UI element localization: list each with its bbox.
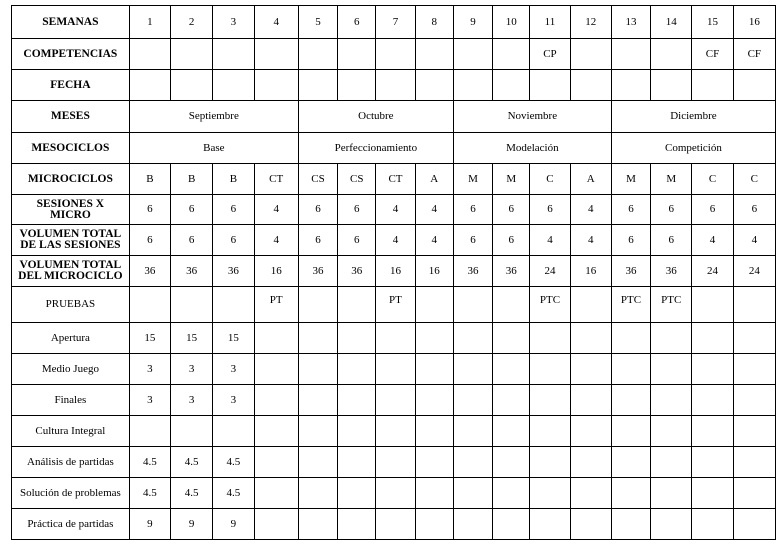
microciclo-cell: M bbox=[453, 164, 492, 195]
competencia-cell bbox=[213, 39, 254, 70]
microciclo-cell: CS bbox=[338, 164, 376, 195]
fecha-label: FECHA bbox=[12, 70, 130, 101]
content-value-cell bbox=[338, 354, 376, 385]
content-row bbox=[12, 354, 776, 385]
competencia-cell bbox=[453, 39, 492, 70]
sesiones-cell: 6 bbox=[651, 195, 692, 225]
week-number-cell: 16 bbox=[733, 6, 775, 39]
content-value-cell bbox=[254, 416, 298, 447]
content-value-cell bbox=[651, 385, 692, 416]
content-value-cell bbox=[338, 447, 376, 478]
sesiones-cell: 6 bbox=[733, 195, 775, 225]
content-value-cell bbox=[570, 509, 611, 540]
content-row-label: Solución de problemas bbox=[12, 478, 130, 509]
content-row bbox=[12, 478, 776, 509]
prueba-cell bbox=[171, 287, 213, 323]
content-value-cell bbox=[651, 478, 692, 509]
content-value-cell bbox=[171, 416, 213, 447]
content-value-cell bbox=[530, 385, 570, 416]
content-value-cell bbox=[453, 509, 492, 540]
content-value-cell bbox=[453, 447, 492, 478]
microciclo-cell: C bbox=[733, 164, 775, 195]
content-row bbox=[12, 323, 776, 354]
volumen-micro-cell: 36 bbox=[298, 256, 337, 287]
volumen-sesiones-cell: 6 bbox=[298, 225, 337, 256]
competencia-cell bbox=[611, 39, 650, 70]
volumen-micro-cell: 36 bbox=[213, 256, 254, 287]
competencia-cell bbox=[570, 39, 611, 70]
sesiones-label bbox=[12, 195, 130, 225]
content-value-cell bbox=[376, 478, 415, 509]
content-value-cell: 4.5 bbox=[129, 447, 170, 478]
week-number-cell: 6 bbox=[338, 6, 376, 39]
volumen-micro-cell: 36 bbox=[493, 256, 530, 287]
row-sesiones bbox=[12, 195, 776, 225]
volumen-sesiones-cell: 4 bbox=[530, 225, 570, 256]
week-number-cell: 11 bbox=[530, 6, 570, 39]
content-value-cell bbox=[692, 385, 733, 416]
microciclo-cell: M bbox=[611, 164, 650, 195]
prueba-cell bbox=[733, 287, 775, 323]
volumen-sesiones-label bbox=[12, 225, 130, 256]
row-fecha bbox=[12, 70, 776, 101]
sesiones-cell: 6 bbox=[530, 195, 570, 225]
row-pruebas bbox=[12, 287, 776, 323]
content-value-cell bbox=[298, 354, 337, 385]
fecha-cell bbox=[453, 70, 492, 101]
month-group: Septiembre bbox=[129, 101, 298, 133]
content-value-cell: 3 bbox=[213, 385, 254, 416]
content-value-cell bbox=[493, 354, 530, 385]
competencia-cell: CP bbox=[530, 39, 570, 70]
content-value-cell bbox=[570, 416, 611, 447]
volumen-sesiones-label-line1: VOLUMEN TOTAL bbox=[19, 228, 122, 240]
content-value-cell bbox=[376, 385, 415, 416]
content-value-cell bbox=[530, 509, 570, 540]
content-value-cell bbox=[493, 323, 530, 354]
content-value-cell: 3 bbox=[129, 354, 170, 385]
content-value-cell bbox=[415, 416, 453, 447]
volumen-micro-cell: 36 bbox=[171, 256, 213, 287]
content-value-cell bbox=[415, 385, 453, 416]
week-number-cell: 3 bbox=[213, 6, 254, 39]
content-value-cell bbox=[692, 323, 733, 354]
month-group: Octubre bbox=[298, 101, 453, 133]
content-value-cell bbox=[453, 478, 492, 509]
competencia-cell bbox=[129, 39, 170, 70]
sesiones-cell: 6 bbox=[338, 195, 376, 225]
volumen-sesiones-cell: 4 bbox=[570, 225, 611, 256]
volumen-sesiones-cell: 6 bbox=[611, 225, 650, 256]
competencia-cell bbox=[298, 39, 337, 70]
fecha-cell bbox=[692, 70, 733, 101]
content-value-cell bbox=[733, 416, 775, 447]
content-value-cell bbox=[493, 447, 530, 478]
content-value-cell bbox=[298, 509, 337, 540]
content-value-cell bbox=[298, 385, 337, 416]
content-value-cell: 9 bbox=[213, 509, 254, 540]
content-value-cell bbox=[692, 478, 733, 509]
content-value-cell bbox=[493, 416, 530, 447]
mesociclos-label: MESOCICLOS bbox=[12, 133, 130, 164]
fecha-cell bbox=[530, 70, 570, 101]
content-value-cell bbox=[611, 385, 650, 416]
content-value-cell bbox=[651, 416, 692, 447]
content-row-label: Medio Juego bbox=[12, 354, 130, 385]
content-value-cell bbox=[415, 478, 453, 509]
content-value-cell bbox=[338, 323, 376, 354]
prueba-cell bbox=[453, 287, 492, 323]
mesociclo-group: Competición bbox=[611, 133, 775, 164]
volumen-micro-cell: 24 bbox=[530, 256, 570, 287]
content-value-cell bbox=[376, 416, 415, 447]
content-row bbox=[12, 416, 776, 447]
volumen-sesiones-label-line2: DE LAS SESIONES bbox=[20, 239, 121, 251]
prueba-cell bbox=[129, 287, 170, 323]
content-row bbox=[12, 509, 776, 540]
volumen-micro-cell: 24 bbox=[692, 256, 733, 287]
content-value-cell bbox=[651, 447, 692, 478]
week-number-cell: 13 bbox=[611, 6, 650, 39]
content-value-cell bbox=[415, 323, 453, 354]
fecha-cell bbox=[651, 70, 692, 101]
microciclo-cell: A bbox=[570, 164, 611, 195]
content-value-cell bbox=[376, 509, 415, 540]
prueba-cell: PT bbox=[254, 287, 298, 323]
content-row-label: Cultura Integral bbox=[12, 416, 130, 447]
volumen-sesiones-cell: 4 bbox=[254, 225, 298, 256]
volumen-micro-cell: 36 bbox=[338, 256, 376, 287]
content-value-cell: 4.5 bbox=[129, 478, 170, 509]
volumen-micro-cell: 16 bbox=[415, 256, 453, 287]
content-value-cell bbox=[530, 354, 570, 385]
volumen-sesiones-cell: 4 bbox=[376, 225, 415, 256]
fecha-cell bbox=[415, 70, 453, 101]
content-value-cell: 9 bbox=[129, 509, 170, 540]
content-value-cell bbox=[611, 478, 650, 509]
content-value-cell bbox=[453, 323, 492, 354]
content-value-cell bbox=[254, 447, 298, 478]
competencia-cell bbox=[376, 39, 415, 70]
prueba-cell bbox=[415, 287, 453, 323]
content-row-label: Práctica de partidas bbox=[12, 509, 130, 540]
fecha-cell bbox=[171, 70, 213, 101]
content-value-cell: 3 bbox=[171, 385, 213, 416]
volumen-sesiones-cell: 4 bbox=[415, 225, 453, 256]
volumen-sesiones-cell: 6 bbox=[453, 225, 492, 256]
volumen-micro-label bbox=[12, 256, 130, 287]
week-number-cell: 5 bbox=[298, 6, 337, 39]
row-meses bbox=[12, 101, 776, 133]
prueba-cell bbox=[493, 287, 530, 323]
content-value-cell bbox=[692, 509, 733, 540]
microciclo-cell: A bbox=[415, 164, 453, 195]
content-value-cell bbox=[254, 385, 298, 416]
content-value-cell bbox=[376, 323, 415, 354]
competencias-label: COMPETENCIAS bbox=[12, 39, 130, 70]
week-number-cell: 2 bbox=[171, 6, 213, 39]
fecha-cell bbox=[338, 70, 376, 101]
content-value-cell bbox=[692, 416, 733, 447]
volumen-sesiones-cell: 6 bbox=[338, 225, 376, 256]
sesiones-cell: 4 bbox=[254, 195, 298, 225]
content-value-cell bbox=[651, 354, 692, 385]
fecha-cell bbox=[376, 70, 415, 101]
content-row-label: Finales bbox=[12, 385, 130, 416]
content-value-cell bbox=[733, 385, 775, 416]
content-value-cell: 3 bbox=[129, 385, 170, 416]
meses-label: MESES bbox=[12, 101, 130, 133]
content-value-cell bbox=[493, 385, 530, 416]
content-value-cell: 9 bbox=[171, 509, 213, 540]
sesiones-cell: 4 bbox=[415, 195, 453, 225]
content-value-cell: 4.5 bbox=[213, 478, 254, 509]
fecha-cell bbox=[129, 70, 170, 101]
content-value-cell bbox=[129, 416, 170, 447]
volumen-micro-cell: 36 bbox=[611, 256, 650, 287]
fecha-cell bbox=[298, 70, 337, 101]
content-value-cell bbox=[415, 447, 453, 478]
volumen-sesiones-cell: 4 bbox=[692, 225, 733, 256]
volumen-micro-label-line2: DEL MICROCICLO bbox=[18, 270, 123, 282]
fecha-cell bbox=[611, 70, 650, 101]
sesiones-cell: 4 bbox=[570, 195, 611, 225]
fecha-cell bbox=[493, 70, 530, 101]
content-value-cell bbox=[611, 354, 650, 385]
week-number-cell: 4 bbox=[254, 6, 298, 39]
content-value-cell: 4.5 bbox=[213, 447, 254, 478]
week-number-cell: 12 bbox=[570, 6, 611, 39]
volumen-sesiones-cell: 6 bbox=[129, 225, 170, 256]
week-number-cell: 1 bbox=[129, 6, 170, 39]
content-value-cell bbox=[530, 447, 570, 478]
content-value-cell bbox=[298, 478, 337, 509]
volumen-sesiones-cell: 4 bbox=[733, 225, 775, 256]
microciclo-cell: B bbox=[129, 164, 170, 195]
month-group: Diciembre bbox=[611, 101, 775, 133]
content-value-cell bbox=[530, 323, 570, 354]
sesiones-cell: 6 bbox=[129, 195, 170, 225]
content-value-cell bbox=[453, 416, 492, 447]
content-row bbox=[12, 447, 776, 478]
sesiones-label-line1: SESIONES X bbox=[36, 197, 105, 210]
content-value-cell: 15 bbox=[213, 323, 254, 354]
competencia-cell bbox=[493, 39, 530, 70]
content-value-cell bbox=[733, 323, 775, 354]
content-value-cell bbox=[611, 323, 650, 354]
content-row-label: Análisis de partidas bbox=[12, 447, 130, 478]
week-number-cell: 7 bbox=[376, 6, 415, 39]
content-value-cell bbox=[254, 323, 298, 354]
content-value-cell bbox=[570, 354, 611, 385]
content-value-cell bbox=[213, 416, 254, 447]
mesociclo-group: Perfeccionamiento bbox=[298, 133, 453, 164]
week-number-cell: 14 bbox=[651, 6, 692, 39]
row-volumen-micro bbox=[12, 256, 776, 287]
content-value-cell: 3 bbox=[213, 354, 254, 385]
sesiones-cell: 6 bbox=[298, 195, 337, 225]
content-row bbox=[12, 385, 776, 416]
semanas-label: SEMANAS bbox=[12, 6, 130, 39]
content-value-cell bbox=[493, 509, 530, 540]
competencia-cell bbox=[254, 39, 298, 70]
content-value-cell bbox=[376, 354, 415, 385]
volumen-sesiones-cell: 6 bbox=[493, 225, 530, 256]
microciclo-cell: CT bbox=[254, 164, 298, 195]
week-number-cell: 15 bbox=[692, 6, 733, 39]
training-plan-table bbox=[11, 5, 776, 540]
content-value-cell bbox=[453, 385, 492, 416]
content-value-cell bbox=[338, 478, 376, 509]
prueba-cell bbox=[692, 287, 733, 323]
microciclo-cell: M bbox=[651, 164, 692, 195]
content-value-cell bbox=[376, 447, 415, 478]
content-value-cell: 4.5 bbox=[171, 478, 213, 509]
competencia-cell bbox=[338, 39, 376, 70]
sesiones-cell: 6 bbox=[493, 195, 530, 225]
competencia-cell bbox=[171, 39, 213, 70]
week-number-cell: 8 bbox=[415, 6, 453, 39]
content-value-cell bbox=[338, 416, 376, 447]
competencia-cell: CF bbox=[733, 39, 775, 70]
prueba-cell: PTC bbox=[530, 287, 570, 323]
microciclos-label: MICROCICLOS bbox=[12, 164, 130, 195]
content-value-cell bbox=[570, 385, 611, 416]
content-value-cell bbox=[298, 416, 337, 447]
microciclo-cell: CT bbox=[376, 164, 415, 195]
content-value-cell bbox=[453, 354, 492, 385]
competencia-cell bbox=[415, 39, 453, 70]
content-value-cell: 15 bbox=[171, 323, 213, 354]
volumen-sesiones-cell: 6 bbox=[651, 225, 692, 256]
content-row-label: Apertura bbox=[12, 323, 130, 354]
sesiones-cell: 6 bbox=[213, 195, 254, 225]
content-value-cell bbox=[338, 509, 376, 540]
prueba-cell: PTC bbox=[651, 287, 692, 323]
sesiones-cell: 6 bbox=[453, 195, 492, 225]
content-value-cell bbox=[733, 354, 775, 385]
volumen-micro-cell: 36 bbox=[651, 256, 692, 287]
content-value-cell bbox=[338, 385, 376, 416]
month-group: Noviembre bbox=[453, 101, 611, 133]
volumen-micro-cell: 16 bbox=[570, 256, 611, 287]
content-value-cell bbox=[254, 509, 298, 540]
content-value-cell: 4.5 bbox=[171, 447, 213, 478]
content-value-cell bbox=[692, 354, 733, 385]
content-value-cell bbox=[611, 416, 650, 447]
competencia-cell bbox=[651, 39, 692, 70]
prueba-cell bbox=[338, 287, 376, 323]
microciclo-cell: M bbox=[493, 164, 530, 195]
prueba-cell bbox=[298, 287, 337, 323]
row-competencias bbox=[12, 39, 776, 70]
content-value-cell bbox=[493, 478, 530, 509]
prueba-cell bbox=[570, 287, 611, 323]
sesiones-cell: 6 bbox=[611, 195, 650, 225]
volumen-micro-cell: 24 bbox=[733, 256, 775, 287]
microciclo-cell: B bbox=[171, 164, 213, 195]
content-value-cell bbox=[298, 323, 337, 354]
volumen-micro-cell: 16 bbox=[376, 256, 415, 287]
fecha-cell bbox=[570, 70, 611, 101]
microciclo-cell: B bbox=[213, 164, 254, 195]
row-volumen-sesiones bbox=[12, 225, 776, 256]
content-value-cell bbox=[611, 447, 650, 478]
row-mesociclos bbox=[12, 133, 776, 164]
content-value-cell bbox=[651, 323, 692, 354]
volumen-sesiones-cell: 6 bbox=[213, 225, 254, 256]
fecha-cell bbox=[213, 70, 254, 101]
pruebas-label: PRUEBAS bbox=[12, 287, 130, 323]
competencia-cell: CF bbox=[692, 39, 733, 70]
content-value-cell bbox=[415, 509, 453, 540]
volumen-micro-cell: 36 bbox=[129, 256, 170, 287]
content-value-cell: 15 bbox=[129, 323, 170, 354]
content-value-cell bbox=[570, 323, 611, 354]
microciclo-cell: C bbox=[692, 164, 733, 195]
volumen-micro-cell: 16 bbox=[254, 256, 298, 287]
mesociclo-group: Modelación bbox=[453, 133, 611, 164]
prueba-cell: PT bbox=[376, 287, 415, 323]
volumen-micro-label-line1: VOLUMEN TOTAL bbox=[19, 259, 122, 271]
content-value-cell bbox=[692, 447, 733, 478]
content-value-cell bbox=[651, 509, 692, 540]
content-value-cell bbox=[254, 354, 298, 385]
prueba-cell bbox=[213, 287, 254, 323]
volumen-sesiones-cell: 6 bbox=[171, 225, 213, 256]
sesiones-label-line2: MICRO bbox=[49, 208, 91, 221]
content-value-cell bbox=[570, 447, 611, 478]
mesociclo-group: Base bbox=[129, 133, 298, 164]
content-value-cell bbox=[530, 416, 570, 447]
microciclo-cell: CS bbox=[298, 164, 337, 195]
fecha-cell bbox=[254, 70, 298, 101]
sesiones-cell: 4 bbox=[376, 195, 415, 225]
content-value-cell bbox=[570, 478, 611, 509]
content-value-cell bbox=[298, 447, 337, 478]
volumen-micro-cell: 36 bbox=[453, 256, 492, 287]
content-value-cell bbox=[530, 478, 570, 509]
row-semanas bbox=[12, 6, 776, 39]
content-value-cell bbox=[254, 478, 298, 509]
content-value-cell: 3 bbox=[171, 354, 213, 385]
content-value-cell bbox=[733, 509, 775, 540]
content-value-cell bbox=[733, 447, 775, 478]
fecha-cell bbox=[733, 70, 775, 101]
microciclo-cell: C bbox=[530, 164, 570, 195]
sesiones-cell: 6 bbox=[171, 195, 213, 225]
week-number-cell: 9 bbox=[453, 6, 492, 39]
week-number-cell: 10 bbox=[493, 6, 530, 39]
content-value-cell bbox=[733, 478, 775, 509]
sesiones-cell: 6 bbox=[692, 195, 733, 225]
content-value-cell bbox=[415, 354, 453, 385]
row-microciclos bbox=[12, 164, 776, 195]
prueba-cell: PTC bbox=[611, 287, 650, 323]
content-value-cell bbox=[611, 509, 650, 540]
